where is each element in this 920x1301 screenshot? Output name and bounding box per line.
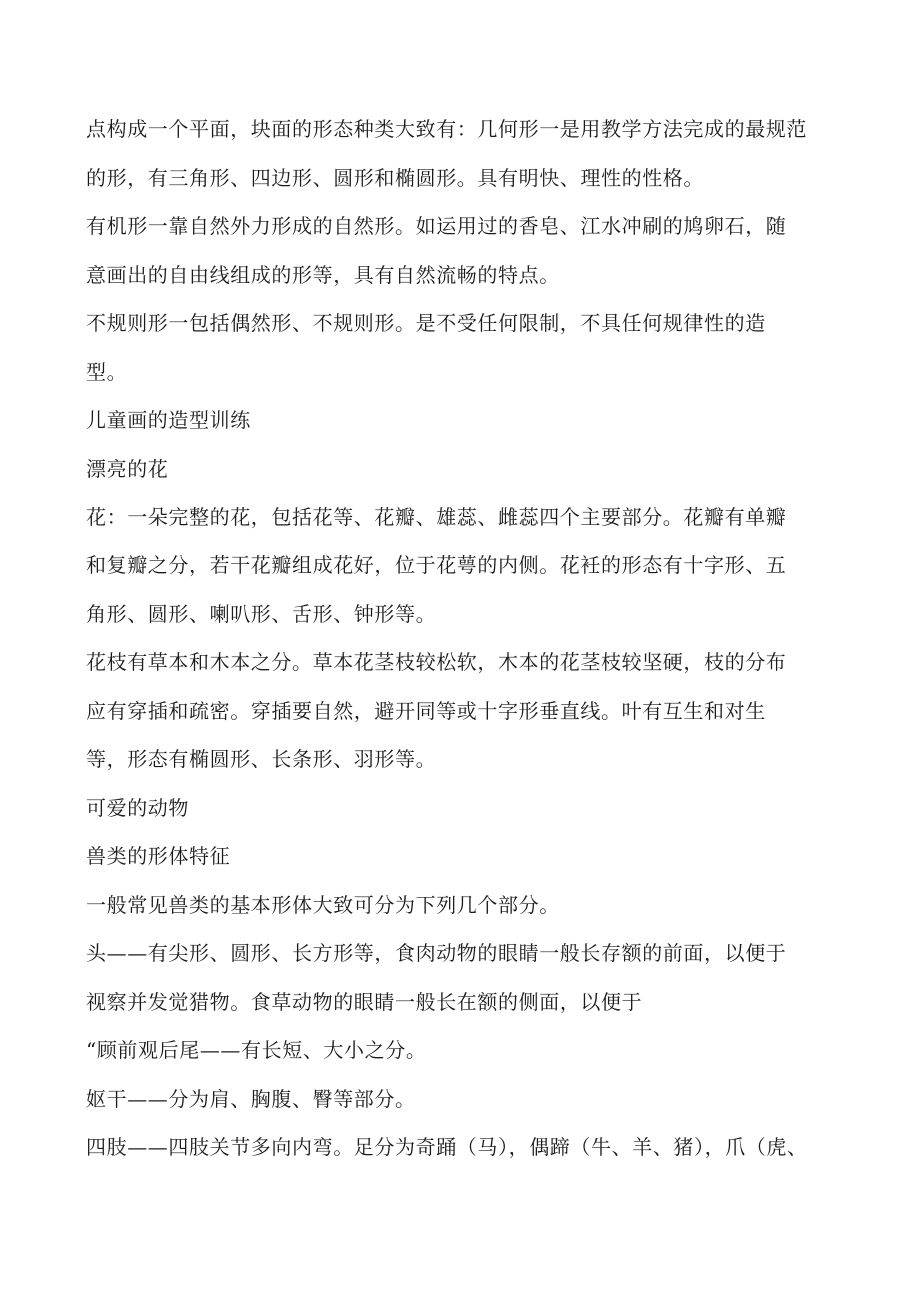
section-heading-flowers: 漂亮的花: [86, 457, 169, 481]
text-line-11: 角形、圆形、喇叭形、舌形、钟形等。: [86, 602, 437, 626]
text-line-3: 有机形一靠自然外力形成的自然形。如运用过的香皂、江水冲刷的鸠卵石，随: [86, 214, 787, 238]
text-line-6: 型。: [86, 360, 128, 384]
text-line-12: 花枝有草本和木本之分。草本花茎枝较松软，木本的花茎枝较坚硬，枝的分布: [86, 650, 787, 674]
text-line-10: 和复瓣之分，若干花瓣组成花好，位于花萼的内侧。花衽的形态有十字形、五: [86, 553, 787, 577]
text-line-1: 点构成一个平面，块面的形态种类大致有：几何形一是用教学方法完成的最规范: [86, 117, 807, 141]
text-line-18: 头——有尖形、圆形、长方形等，食肉动物的眼睛一般长存额的前面，以便于: [86, 941, 787, 965]
text-line-22: 四肢——四肢关节多向内弯。足分为奇踊（马），偶蹄（牛、羊、猪），爪（虎、: [86, 1135, 808, 1159]
text-line-14: 等，形态有椭圆形、长条形、羽形等。: [86, 747, 437, 771]
text-line-20: “顾前观后尾——有长短、大小之分。: [86, 1038, 427, 1062]
section-heading-beast-features: 兽类的形体特征: [86, 844, 231, 868]
text-line-2: 的形，有三角形、四边形、圆形和椭圆形。具有明快、理性的性格。: [86, 166, 704, 190]
text-line-13: 应有穿插和疏密。穿插要自然，避开同等或十字形垂直线。叶有互生和对生: [86, 699, 766, 723]
text-line-19: 视察并发觉猎物。食草动物的眼睛一般长在额的侧面，以便于: [86, 990, 643, 1014]
section-heading-animals: 可爱的动物: [86, 796, 189, 820]
text-line-17: 一般常见兽类的基本形体大致可分为下列几个部分。: [86, 893, 560, 917]
text-line-5: 不规则形一包括偶然形、不规则形。是不受任何限制，不具任何规律性的造: [86, 311, 766, 335]
text-line-9: 花：一朵完整的花，包括花等、花瓣、雄蕊、雌蕊四个主要部分。花瓣有单瓣: [86, 505, 787, 529]
section-heading-child-drawing: 儿童画的造型训练: [86, 408, 251, 432]
text-line-21: 妪干——分为肩、胸腹、臀等部分。: [86, 1087, 416, 1111]
text-line-4: 意画出的自由线组成的形等，具有自然流畅的特点。: [86, 263, 560, 287]
